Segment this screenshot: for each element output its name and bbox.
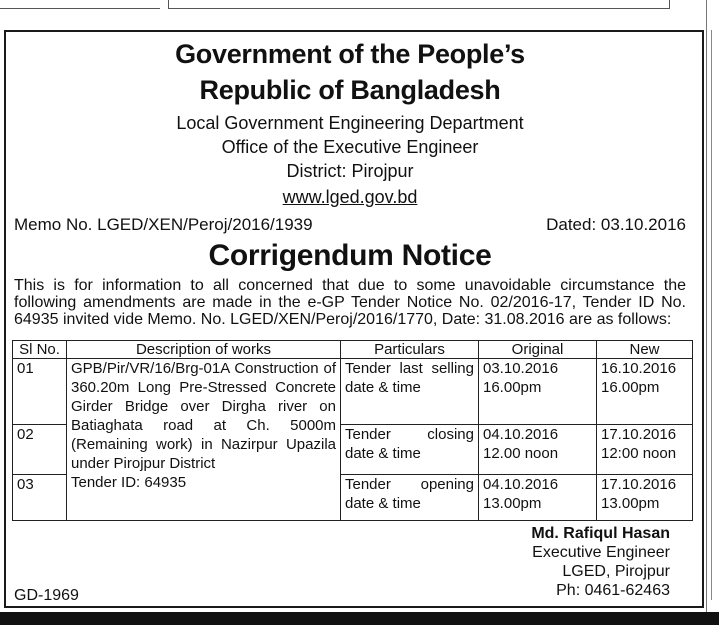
table-row (13, 359, 693, 425)
notice-title: Corrigendum Notice (208, 239, 492, 272)
row-original (479, 359, 597, 425)
row-sl: 03 (13, 475, 67, 521)
row-sl: 01 (13, 359, 67, 425)
memo-number: Memo No. LGED/XEN/Peroj/2016/1939 (14, 215, 313, 234)
footer-code: GD-1969 (14, 587, 79, 604)
header-new: New (597, 341, 693, 359)
original-time: 16.00pm (483, 379, 542, 396)
row-new (597, 425, 693, 475)
tender-id: Tender ID: 64935 (71, 474, 187, 491)
memo-date: Dated: 03.10.2016 (546, 215, 686, 234)
original-date: 04.10.2016 (483, 426, 559, 443)
government-title-line1: Government of the People’s (175, 39, 525, 69)
office-name: Office of the Executive Engineer (221, 137, 479, 157)
district-name: District: Pirojpur (286, 161, 414, 181)
header-sl: Sl No. (13, 341, 67, 359)
header-description: Description of works (67, 341, 341, 359)
government-title-line2: Republic of Bangladesh (199, 75, 501, 105)
signatory-designation: Executive Engineer (532, 544, 670, 561)
signatory-office: LGED, Pirojpur (562, 563, 670, 580)
works-description: GPB/Pir/VR/16/Brg-01A Construction of 360.20m Long Pre-Stressed Concrete Girder Bridge over Dirgha river on Batiaghata road at Ch. 5000m (Remaining work) in Nazirpur Upazila under Pirojpur District (71, 360, 336, 472)
top-clipping-edge (0, 0, 719, 10)
top-rule-right (168, 0, 670, 9)
row-new (597, 359, 693, 425)
new-time: 12:00 noon (601, 445, 677, 462)
original-time: 13.00pm (483, 495, 542, 512)
row-original (479, 425, 597, 475)
row-sl: 02 (13, 425, 67, 475)
row-particulars: Tender last selling date & time (341, 359, 479, 425)
original-date: 04.10.2016 (483, 476, 559, 493)
new-date: 17.10.2016 (601, 426, 677, 443)
signatory-name: Md. Rafiqul Hasan (531, 525, 670, 542)
table-header-row (13, 341, 693, 359)
works-description-cell (67, 359, 341, 521)
original-time: 12.00 noon (483, 445, 559, 462)
new-time: 13.00pm (601, 495, 660, 512)
header-original: Original (479, 341, 597, 359)
header-particulars: Particulars (341, 341, 479, 359)
top-rule-left (0, 0, 160, 9)
new-date: 17.10.2016 (601, 476, 677, 493)
row-original (479, 475, 597, 521)
signatory-phone: Ph: 0461-62463 (556, 582, 670, 599)
department-name: Local Government Engineering Department (176, 113, 524, 133)
right-clipping-edge (706, 0, 719, 612)
signature-block (480, 524, 670, 600)
website-link[interactable]: www.lged.gov.bd (282, 187, 418, 207)
intro-paragraph: This is for information to all concerned that due to some unavoidable circumstance the following amendments are made in the e-GP Tender Notice No. 02/2016-17, Tender ID No. 64935 invited vide Memo. No. LGED/XEN/Peroj/2016/1770, Date: 31.08.2016 are as follows: (14, 277, 686, 328)
original-date: 03.10.2016 (483, 360, 559, 377)
amendments-table (12, 340, 693, 521)
row-particulars: Tender closing date & time (341, 425, 479, 475)
row-particulars: Tender opening date & time (341, 475, 479, 521)
new-time: 16.00pm (601, 379, 660, 396)
right-edge-rule (711, 30, 712, 600)
new-date: 16.10.2016 (601, 360, 677, 377)
row-new (597, 475, 693, 521)
bottom-edge-bar (0, 612, 719, 625)
